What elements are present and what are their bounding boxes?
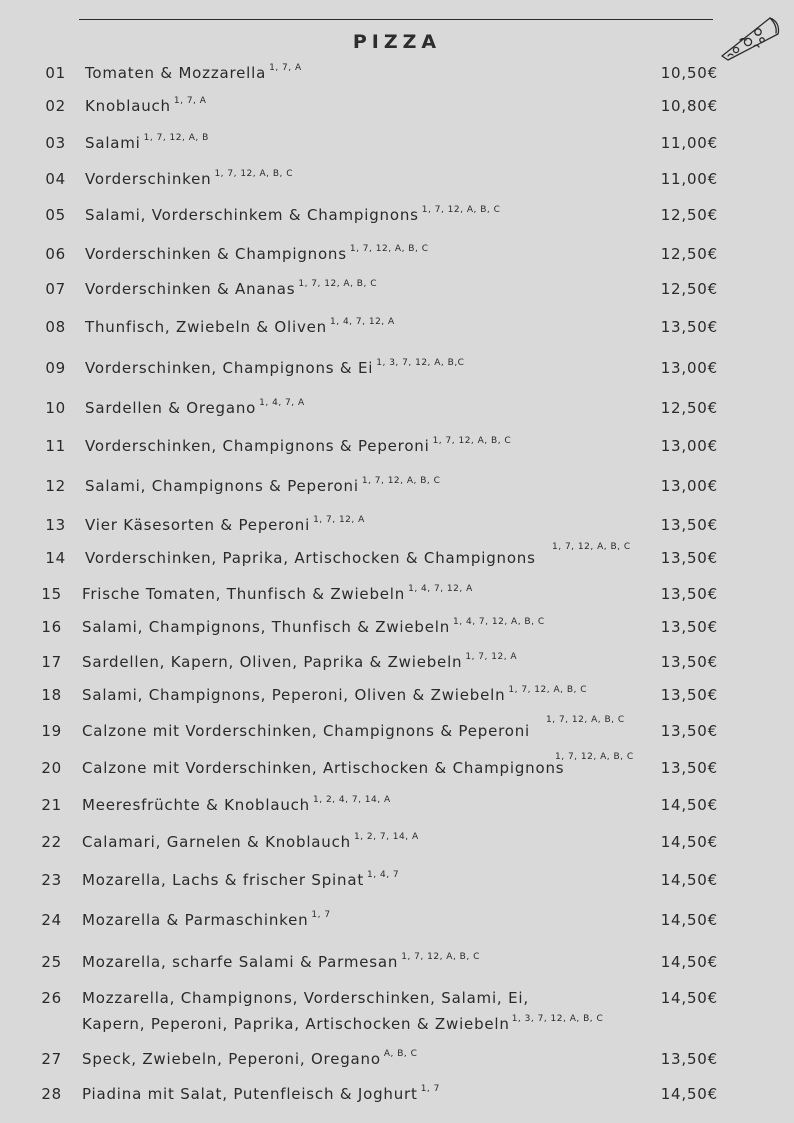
item-price: 11,00€: [660, 170, 718, 188]
item-price: 13,50€: [660, 318, 718, 336]
item-allergens: 1, 7, 12, A, B, C: [214, 169, 294, 179]
item-allergens: 1, 3, 7, 12, A, B, C: [511, 1014, 604, 1024]
item-name: [85, 437, 511, 455]
item-allergens: 1, 7, 12, A, B, C: [508, 685, 588, 695]
item-price: 13,00€: [660, 359, 718, 377]
item-price: 10,50€: [660, 64, 718, 82]
menu-title: PIZZA: [352, 31, 442, 53]
item-name: [85, 64, 302, 82]
item-name-text: Vorderschinken: [85, 170, 212, 188]
item-name-line2-text: Kapern, Peperoni, Paprika, Artischocken & Zwiebeln: [82, 1015, 510, 1033]
item-name-text: Salami, Champignons, Thunfisch & Zwiebeln: [82, 618, 451, 636]
item-number: 02: [45, 97, 66, 115]
item-name-text: Thunfisch, Zwiebeln & Oliven: [85, 318, 327, 336]
item-name: [85, 206, 500, 224]
item-number: 10: [45, 399, 66, 417]
item-name: [82, 1085, 440, 1103]
item-price: 14,50€: [660, 1085, 718, 1103]
item-name: [82, 1050, 417, 1068]
item-name: [85, 245, 429, 263]
item-allergens: 1, 3, 7, 12, A, B,C: [376, 358, 465, 368]
item-number: 06: [45, 245, 66, 263]
item-allergens: 1, 4, 7, 12, A: [330, 317, 395, 327]
item-price: 13,50€: [660, 653, 718, 671]
item-number: 15: [41, 585, 62, 603]
item-name: [85, 97, 206, 115]
item-number: 04: [45, 170, 66, 188]
item-allergens: 1, 7, 12, A, B, C: [555, 752, 634, 762]
item-number: 17: [41, 653, 62, 671]
item-number: 03: [45, 134, 66, 152]
item-name-text: Vorderschinken & Ananas: [85, 280, 296, 298]
item-name-text: Calzone mit Vorderschinken, Artischocken & Champignons: [82, 759, 565, 777]
item-price: 12,50€: [660, 280, 718, 298]
item-allergens: 1, 7: [420, 1084, 440, 1094]
item-price: 14,50€: [660, 953, 718, 971]
item-number: 07: [45, 280, 66, 298]
item-price: 14,50€: [660, 796, 718, 814]
item-number: 22: [41, 833, 62, 851]
item-name-text: Vorderschinken, Champignons & Ei: [85, 359, 374, 377]
item-price: 13,00€: [660, 437, 718, 455]
item-name-text: Salami, Champignons, Peperoni, Oliven & Zwiebeln: [82, 686, 506, 704]
item-number: 09: [45, 359, 66, 377]
item-name: [82, 585, 473, 603]
item-name-text: Speck, Zwiebeln, Peperoni, Oregano: [82, 1050, 381, 1068]
item-name: [85, 280, 377, 298]
item-price: 14,50€: [660, 911, 718, 929]
item-allergens: 1, 7, 12, A: [465, 652, 518, 662]
item-price: 13,50€: [660, 549, 718, 567]
item-name-text: Calzone mit Vorderschinken, Champignons & Peperoni: [82, 722, 530, 740]
item-name-text: Piadina mit Salat, Putenfleisch & Joghurt: [82, 1085, 418, 1103]
item-price: 13,50€: [660, 759, 718, 777]
item-number: 18: [41, 686, 62, 704]
item-name-text: Mozarella, Lachs & frischer Spinat: [82, 871, 365, 889]
item-number: 27: [41, 1050, 62, 1068]
item-name-line2: [82, 1015, 603, 1033]
item-name: [82, 989, 529, 1007]
item-allergens: 1, 7, A: [173, 96, 207, 106]
item-name-text: Vorderschinken, Paprika, Artischocken & Champignons: [85, 549, 536, 567]
item-price: 14,50€: [660, 833, 718, 851]
item-name: [85, 134, 209, 152]
item-allergens: 1, 7, 12, A, B, C: [401, 952, 480, 962]
item-name: [82, 796, 391, 814]
item-price: 12,50€: [660, 206, 718, 224]
item-allergens: 1, 4, 7, A: [259, 398, 305, 408]
item-name: [85, 318, 395, 336]
item-name-text: Salami: [85, 134, 141, 152]
item-number: 23: [41, 871, 62, 889]
item-name-text: Sardellen, Kapern, Oliven, Paprika & Zwiebeln: [82, 653, 463, 671]
item-allergens: 1, 2, 7, 14, A: [353, 832, 419, 842]
item-number: 25: [41, 953, 62, 971]
item-price: 13,50€: [660, 1050, 718, 1068]
item-name: [85, 399, 305, 417]
item-price: 13,50€: [660, 618, 718, 636]
item-number: 12: [45, 477, 66, 495]
item-number: 01: [45, 64, 66, 82]
item-allergens: 1, 2, 4, 7, 14, A: [313, 795, 391, 805]
item-price: 13,00€: [660, 477, 718, 495]
item-allergens: 1, 4, 7: [367, 870, 400, 880]
item-allergens: 1, 4, 7, 12, A: [408, 584, 473, 594]
item-price: 13,50€: [660, 516, 718, 534]
item-price: 10,80€: [660, 97, 718, 115]
item-allergens: 1, 7, 12, A, B, C: [546, 715, 625, 725]
item-allergens: 1, 7: [311, 910, 331, 920]
item-name-text: Vorderschinken & Champignons: [85, 245, 347, 263]
item-name: [82, 653, 517, 671]
item-name-text: Salami, Champignons & Peperoni: [85, 477, 359, 495]
item-allergens: 1, 4, 7, 12, A, B, C: [453, 617, 545, 627]
item-name: [82, 953, 480, 971]
item-number: 19: [41, 722, 62, 740]
item-name-text: Vier Käsesorten & Peperoni: [85, 516, 311, 534]
item-number: 28: [41, 1085, 62, 1103]
item-allergens: 1, 7, 12, A, B: [143, 133, 209, 143]
item-price: 13,50€: [660, 722, 718, 740]
item-name-text: Knoblauch: [85, 97, 171, 115]
item-name: [85, 477, 440, 495]
item-name: [82, 871, 399, 889]
item-allergens: 1, 7, 12, A: [313, 515, 365, 525]
item-name-text: Calamari, Garnelen & Knoblauch: [82, 833, 351, 851]
item-number: 21: [41, 796, 62, 814]
item-name: [85, 549, 536, 567]
item-name: [85, 170, 293, 188]
item-number: 14: [45, 549, 66, 567]
item-price: 13,50€: [660, 686, 718, 704]
item-name: [82, 759, 564, 777]
item-price: 14,50€: [660, 871, 718, 889]
item-number: 26: [41, 989, 62, 1007]
item-price: 12,50€: [660, 399, 718, 417]
top-divider-line: [79, 19, 713, 20]
item-name: [82, 911, 331, 929]
item-name: [85, 359, 464, 377]
item-allergens: 1, 7, 12, A, B, C: [421, 205, 501, 215]
item-name-text: Tomaten & Mozzarella: [85, 64, 267, 82]
item-number: 08: [45, 318, 66, 336]
item-allergens: 1, 7, 12, A, B, C: [298, 279, 377, 289]
pizza-slice-icon: [714, 12, 782, 64]
item-name-text: Mozarella & Parmaschinken: [82, 911, 309, 929]
item-price: 12,50€: [660, 245, 718, 263]
item-number: 13: [45, 516, 66, 534]
item-name-text: Mozarella, scharfe Salami & Parmesan: [82, 953, 399, 971]
item-name: [85, 516, 365, 534]
item-allergens: A, B, C: [383, 1049, 418, 1059]
item-allergens: 1, 7, 12, A, B, C: [361, 476, 441, 486]
item-allergens: 1, 7, 12, A, B, C: [432, 436, 512, 446]
item-name-text: Mozzarella, Champignons, Vorderschinken, Salami, Ei,: [82, 989, 529, 1007]
item-number: 24: [41, 911, 62, 929]
item-name-text: Frische Tomaten, Thunfisch & Zwiebeln: [82, 585, 406, 603]
item-name-text: Vorderschinken, Champignons & Peperoni: [85, 437, 430, 455]
item-name: [82, 833, 419, 851]
item-price: 13,50€: [660, 585, 718, 603]
item-number: 16: [41, 618, 62, 636]
item-allergens: 1, 7, 12, A, B, C: [349, 244, 429, 254]
item-name: [82, 618, 545, 636]
item-name-text: Salami, Vorderschinkem & Champignons: [85, 206, 419, 224]
item-number: 11: [45, 437, 66, 455]
item-price: 14,50€: [660, 989, 718, 1007]
item-allergens: 1, 7, 12, A, B, C: [552, 542, 631, 552]
item-name-text: Sardellen & Oregano: [85, 399, 257, 417]
item-name: [82, 722, 530, 740]
item-name: [82, 686, 587, 704]
item-number: 20: [41, 759, 62, 777]
item-allergens: 1, 7, A: [269, 63, 302, 73]
item-price: 11,00€: [660, 134, 718, 152]
item-number: 05: [45, 206, 66, 224]
item-name-text: Meeresfrüchte & Knoblauch: [82, 796, 310, 814]
